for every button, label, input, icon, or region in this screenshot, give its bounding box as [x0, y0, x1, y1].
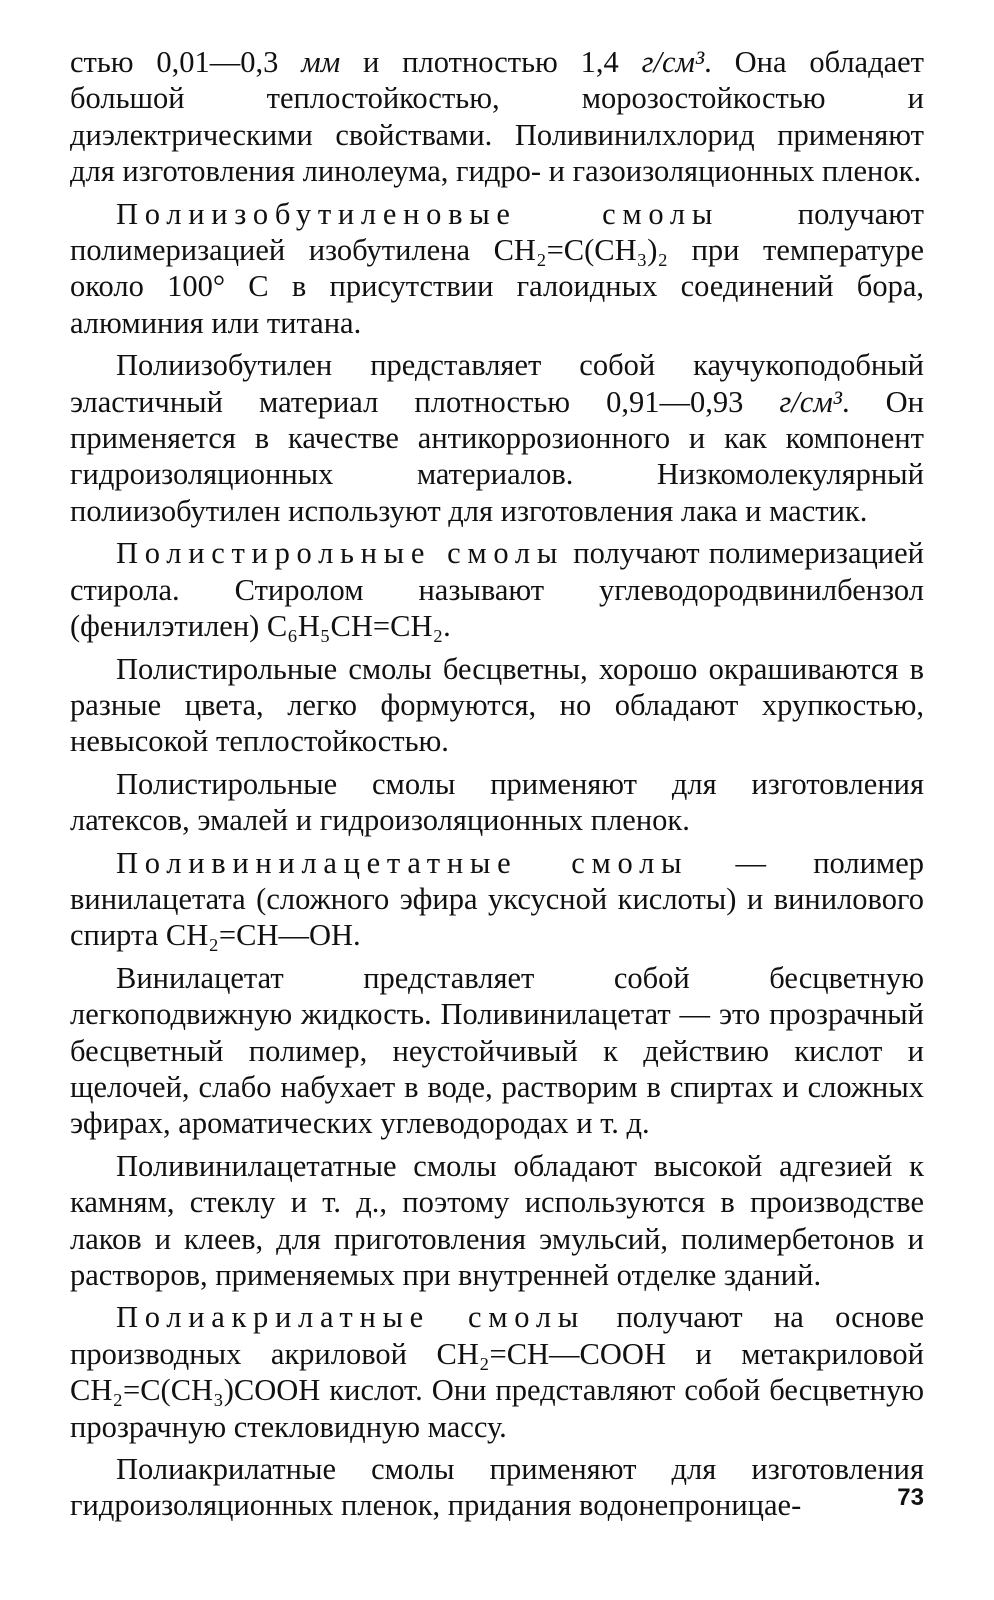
paragraph-text: получают полимеризацией изобутилена CH₂=C(CH₃)₂ при температуре около 100° С в присутствии галоидных соединений бора, алюминия или титана. [70, 196, 924, 340]
paragraph [70, 44, 924, 190]
paragraph-text: . Она обладает большой теплостойкостью, морозостойкостью и диэлектрическими свойствами. Поливинилхлорид применяют для изготовления линолеума, гидро- и газоизоляционных пленок. [70, 45, 925, 189]
paragraph [70, 535, 924, 644]
paragraph [70, 1299, 924, 1445]
unit-text: г/см³ [641, 45, 705, 79]
term-heading: Полиакрилатные смолы [116, 1300, 585, 1335]
paragraph-text: и плотностью 1,4 [340, 45, 642, 79]
body-text [70, 44, 924, 1524]
paragraph [70, 1451, 924, 1524]
paragraph-text: Поливинилацетатные смолы обладают высокой адгезией к камням, стеклу и т. д., поэтому используются в производстве лаков и клеев, для приготовления эмульсий, полимербетонов и растворов, применяемых при внутренней отделке зданий. [70, 1148, 924, 1292]
paragraph-text: Полистирольные смолы применяют для изготовления латексов, эмалей и гидроизоляционных пленок. [70, 766, 924, 838]
paragraph [70, 766, 924, 839]
paragraph-text: Винилацетат представляет собой бесцветную легкоподвижную жидкость. Поливинилацетат — это прозрачный бесцветный полимер, неустойчивый к действию кислот и щелочей, слабо набухает в воде, растворим в спиртах и сложных эфирах, ароматических углеводородах и т. д. [70, 960, 924, 1141]
paragraph-text: Полистирольные смолы бесцветны, хорошо окрашиваются в разные цвета, легко формуются, но обладают хрупкостью, невысокой теплостойкостью. [70, 651, 924, 759]
term-heading: Полистирольные смолы [116, 536, 565, 571]
paragraph-text: стью 0,01—0,3 [70, 45, 302, 79]
paragraph-text: Полиакрилатные смолы применяют для изготовления гидроизоляционных пленок, придания водонепроницае- [70, 1452, 924, 1523]
paragraph-text: получают полимеризацией стирола. Стиролом называют углеводородвинилбензол (фенилэтилен) C₆H₅CH=CH₂. [70, 536, 924, 644]
paragraph [70, 1148, 924, 1294]
paragraph-text: — полимер винилацетата (сложного эфира уксусной кислоты) и винилового спирта CH₂=CH—OH. [70, 845, 924, 953]
term-heading: Полиизобутиленовые смолы [116, 196, 720, 231]
term-heading: Поливинилацетатные смолы [116, 845, 689, 880]
paragraph [70, 960, 924, 1142]
paragraph-text: получают на основе производных акриловой CH₂=CH—COOH и метакриловой CH₂=C(CH₃)COOH кислот. Они представляют собой бесцветную прозрачную стекловидную массу. [70, 1300, 924, 1444]
paragraph [70, 196, 924, 342]
paragraph [70, 845, 924, 954]
unit-text: мм [301, 45, 341, 79]
paragraph [70, 651, 924, 760]
page-number: 73 [897, 1484, 924, 1511]
unit-text: г/см³ [779, 384, 842, 419]
paragraph [70, 347, 924, 529]
paragraph-text: . Он применяется в качестве антикоррозионного и как компонент гидроизоляционных материалов. Низкомолекулярный полиизобутилен используют для изготовления лака и мастик. [70, 384, 924, 528]
paragraph-text: Полиизобутилен представляет собой каучукоподобный эластичный материал плотностью 0,91—0,93 [70, 348, 924, 419]
